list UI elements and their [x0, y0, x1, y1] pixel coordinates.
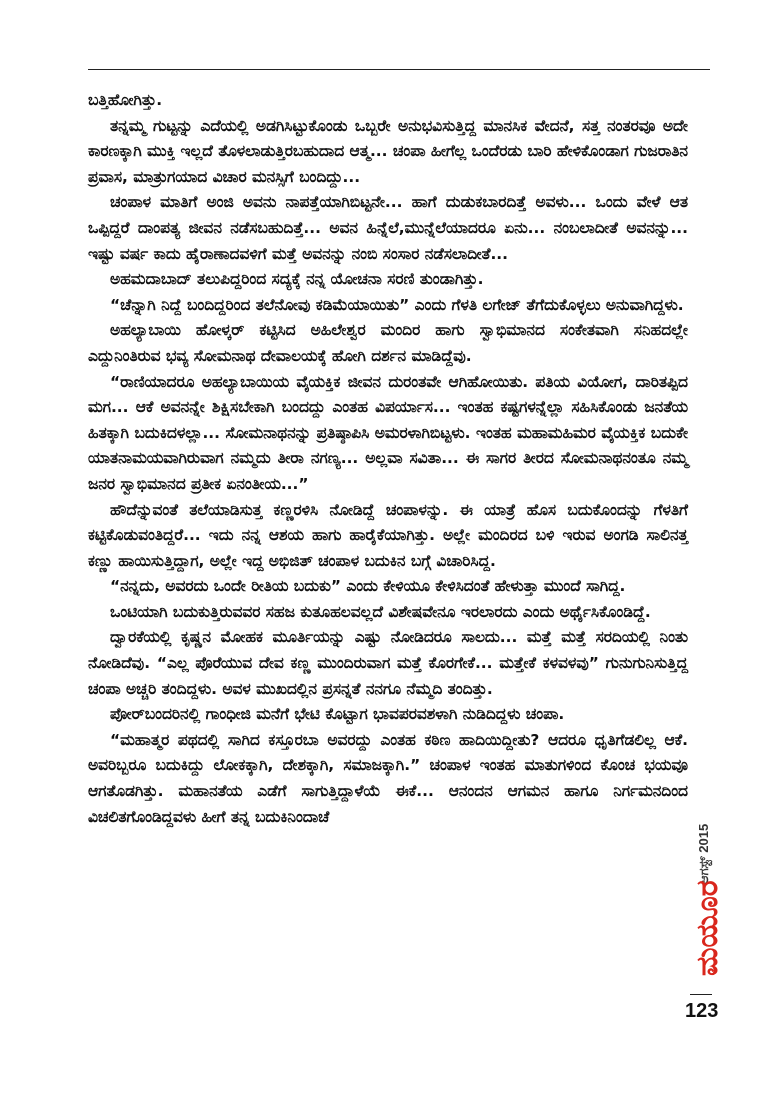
paragraph-12: ಪೋರ್‌ಬಂದರಿನಲ್ಲಿ ಗಾಂಧೀಜಿ ಮನೆಗೆ ಭೇಟಿ ಕೊಟ್ಟಾಗ ಭಾವಪರವಶಳಾಗಿ ನುಡಿದಿದ್ದಳು ಚಂಪಾ. — [110, 705, 565, 724]
paragraph-11: ದ್ವಾರಕೆಯಲ್ಲಿ ಕೃಷ್ಣನ ಮೋಹಕ ಮೂರ್ತಿಯನ್ನು ಎಷ್ಟು ನೋಡಿದರೂ ಸಾಲದು... ಮತ್ತೆ ಮತ್ತೆ ಸರದಿಯಲ್ಲಿ ನಿಂತು ನೋಡಿದೆವು. “ಎಲ್ಲ ಪೊರೆಯುವ ದೇವ ಕಣ್ಣ ಮುಂದಿರುವಾಗ ಮತ್ತೆ ಕೊರಗೇಕೆ... ಮತ್ತೇಕೆ ಕಳವಳವು” ಗುನುಗುನಿಸುತ್ತಿದ್ದ ಚಂಪಾ ಅಚ್ಚರಿ ತಂದಿದ್ದಳು. ಅವಳ ಮುಖದಲ್ಲಿನ ಪ್ರಸನ್ನತೆ ನನಗೂ ನೆಮ್ಮದಿ ತಂದಿತ್ತು. — [88, 628, 688, 698]
paragraph-3: ಚಂಪಾಳ ಮಾತಿಗೆ ಅಂಜಿ ಅವನು ನಾಪತ್ತೆಯಾಗಿಬಿಟ್ಟನೇ... ಹಾಗೆ ದುಡುಕಬಾರದಿತ್ತೆ ಅವಳು... ಒಂದು ವೇಳೆ ಆತ ಒಪ್ಪಿದ್ದರೆ ದಾಂಪತ್ಯ ಜೀವನ ನಡೆಸಬಹುದಿತ್ತೆ... ಅವನ ಹಿನ್ನೆಲೆ,ಮುನ್ನೆಲೆಯಾದರೂ ಏನು... ನಂಬಲಾದೀತೆ ಅವನನ್ನು... ಇಷ್ಟು ವರ್ಷ ಕಾದು ಹೈರಾಣಾದವಳಿಗೆ ಮತ್ತೆ ಅವನನ್ನು ನಂಬಿ ಸಂಸಾರ ನಡೆಸಲಾದೀತೆ... — [88, 193, 688, 263]
article-body — [88, 88, 688, 830]
page-number: 123 — [685, 1000, 719, 1022]
page-number-rule — [690, 994, 712, 995]
paragraph-7: “ರಾಣಿಯಾದರೂ ಅಹಲ್ಯಾಬಾಯಿಯ ವೈಯಕ್ತಿಕ ಜೀವನ ದುರಂತವೇ ಆಗಿಹೋಯಿತು. ಪತಿಯ ವಿಯೋಗ, ದಾರಿತಪ್ಪಿದ ಮಗ... ಆಕೆ ಅವನನ್ನೇ ಶಿಕ್ಷಿಸಬೇಕಾಗಿ ಬಂದದ್ದು ಎಂತಹ ವಿಪರ್ಯಾಸ... ಇಂತಹ ಕಷ್ಟಗಳನ್ನೆಲ್ಲಾ ಸಹಿಸಿಕೊಂಡು ಜನತೆಯ ಹಿತಕ್ಕಾಗಿ ಬದುಕಿದಳಲ್ಲಾ... ಸೋಮನಾಥನನ್ನು ಪ್ರತಿಷ್ಠಾಪಿಸಿ ಅಮರಳಾಗಿಬಿಟ್ಟಳು. ಇಂತಹ ಮಹಾಮಹಿಮರ ವೈಯಕ್ತಿಕ ಬದುಕೇ ಯಾತನಾಮಯವಾಗಿರುವಾಗ ನಮ್ಮದು ತೀರಾ ನಗಣ್ಯ... ಅಲ್ಲವಾ ಸವಿತಾ... ಈ ಸಾಗರ ತೀರದ ಸೋಮನಾಥನಂತೂ ನಮ್ಮ ಜನರ ಸ್ವಾಭಿಮಾನದ ಪ್ರತೀಕ ಏನಂತೀಯ...” — [88, 372, 688, 493]
paragraph-8: ಹೌದೆನ್ನುವಂತೆ ತಲೆಯಾಡಿಸುತ್ತ ಕಣ್ಣರಳಿಸಿ ನೋಡಿದ್ದೆ ಚಂಪಾಳನ್ನು. ಈ ಯಾತ್ರೆ ಹೊಸ ಬದುಕೊಂದನ್ನು ಗೆಳತಿಗೆ ಕಟ್ಟಿಕೊಡುವಂತಿದ್ದರೆ... ಇದು ನನ್ನ ಆಶಯ ಹಾಗು ಹಾರೈಕೆಯಾಗಿತ್ತು. ಅಲ್ಲೇ ಮಂದಿರದ ಬಳಿ ಇರುವ ಅಂಗಡಿ ಸಾಲಿನತ್ತ ಕಣ್ಣು ಹಾಯಿಸುತ್ತಿದ್ದಾಗ, ಅಲ್ಲೇ ಇದ್ದ ಅಭಿಜಿತ್ ಚಂಪಾಳ ಬದುಕಿನ ಬಗ್ಗೆ ವಿಚಾರಿಸಿದ್ದ. — [88, 500, 688, 570]
paragraph-5: “ಚೆನ್ನಾಗಿ ನಿದ್ದೆ ಬಂದಿದ್ದರಿಂದ ತಲೆನೋವು ಕಡಿಮೆಯಾಯಿತು” ಎಂದು ಗೆಳತಿ ಲಗೇಜ್ ತೆಗೆದುಕೊಳ್ಳಲು ಅನುವಾಗಿದ್ದಳು. — [110, 295, 684, 314]
paragraph-1: ಬತ್ತಿಹೋಗಿತ್ತು. — [88, 91, 163, 109]
header-rule — [88, 69, 710, 70]
paragraph-6: ಅಹಲ್ಯಾಬಾಯಿ ಹೋಳ್ಕರ್ ಕಟ್ಟಿಸಿದ ಅಹಿಲೇಶ್ವರ ಮಂದಿರ ಹಾಗು ಸ್ವಾಭಿಮಾನದ ಸಂಕೇತವಾಗಿ ಸನಿಹದಲ್ಲೇ ಎದ್ದುನಿಂತಿರುವ ಭವ್ಯ ಸೋಮನಾಥ ದೇವಾಲಯಕ್ಕೆ ಹೋಗಿ ದರ್ಶನ ಮಾಡಿದ್ದೆವು. — [88, 321, 688, 365]
issue-date: ಆಗಸ್ಟ್ 2015 — [696, 823, 711, 885]
paragraph-4: ಅಹಮದಾಬಾದ್ ತಲುಪಿದ್ದರಿಂದ ಸದ್ಯಕ್ಕೆ ನನ್ನ ಯೋಚನಾ ಸರಣಿ ತುಂಡಾಗಿತ್ತು. — [110, 270, 484, 289]
paragraph-2: ತನ್ನಮ್ಮ ಗುಟ್ಟನ್ನು ಎದೆಯಲ್ಲಿ ಅಡಗಿಸಿಟ್ಟುಕೊಂಡು ಒಬ್ಬರೇ ಅನುಭವಿಸುತ್ತಿದ್ದ ಮಾನಸಿಕ ವೇದನೆ, ಸತ್ತ ನಂತರವೂ ಅದೇ ಕಾರಣಕ್ಕಾಗಿ ಮುಕ್ತಿ ಇಲ್ಲದೆ ತೊಳಲಾಡುತ್ತಿರಬಹುದಾದ ಆತ್ಮ... ಚಂಪಾ ಹೀಗೆಲ್ಲ ಒಂದೆರಡು ಬಾರಿ ಹೇಳಿಕೊಂಡಾಗ ಗುಜರಾತಿನ ಪ್ರವಾಸ, ಮಾತ್ರುಗಯಾದ ವಿಚಾರ ಮನಸ್ಸಿಗೆ ಬಂದಿದ್ದು... — [88, 116, 688, 186]
paragraph-13: “ಮಹಾತ್ಮರ ಪಥದಲ್ಲಿ ಸಾಗಿದ ಕಸ್ತೂರಬಾ ಅವರದ್ದು ಎಂತಹ ಕಠಿಣ ಹಾದಿಯಿದ್ದೀತು? ಆದರೂ ಧೃತಿಗೆಡಲಿಲ್ಲ ಆಕೆ. ಅವರಿಬ್ಬರೂ ಬದುಕಿದ್ದು ಲೋಕಕ್ಕಾಗಿ, ದೇಶಕ್ಕಾಗಿ, ಸಮಾಜಕ್ಕಾಗಿ.” ಚಂಪಾಳ ಇಂತಹ ಮಾತುಗಳಿಂದ ಕೊಂಚ ಭಯವೂ ಆಗತೊಡಗಿತ್ತು. ಮಹಾನತೆಯ ಎಡೆಗೆ ಸಾಗುತ್ತಿದ್ದಾಳೆಯೆ ಈಕೆ... ಆನಂದನ ಆಗಮನ ಹಾಗೂ ನಿರ್ಗಮನದಿಂದ ವಿಚಲಿತಗೊಂಡಿದ್ದವಳು ಹೀಗೆ ತನ್ನ ಬದುಕಿನಿಂದಾಚೆ — [88, 730, 688, 826]
magazine-logo: ಮಯೂರ — [690, 880, 725, 976]
paragraph-10: ಒಂಟಿಯಾಗಿ ಬದುಕುತ್ತಿರುವವರ ಸಹಜ ಕುತೂಹಲವಲ್ಲದೆ ವಿಶೇಷವೇನೂ ಇರಲಾರದು ಎಂದು ಅರ್ಥೈಸಿಕೊಂಡಿದ್ದೆ. — [110, 602, 651, 621]
paragraph-9: “ನನ್ನದು, ಅವರದು ಒಂದೇ ರೀತಿಯ ಬದುಕು” ಎಂದು ಕೇಳಿಯೂ ಕೇಳಿಸಿದಂತೆ ಹೇಳುತ್ತಾ ಮುಂದೆ ಸಾಗಿದ್ದ. — [110, 577, 626, 596]
